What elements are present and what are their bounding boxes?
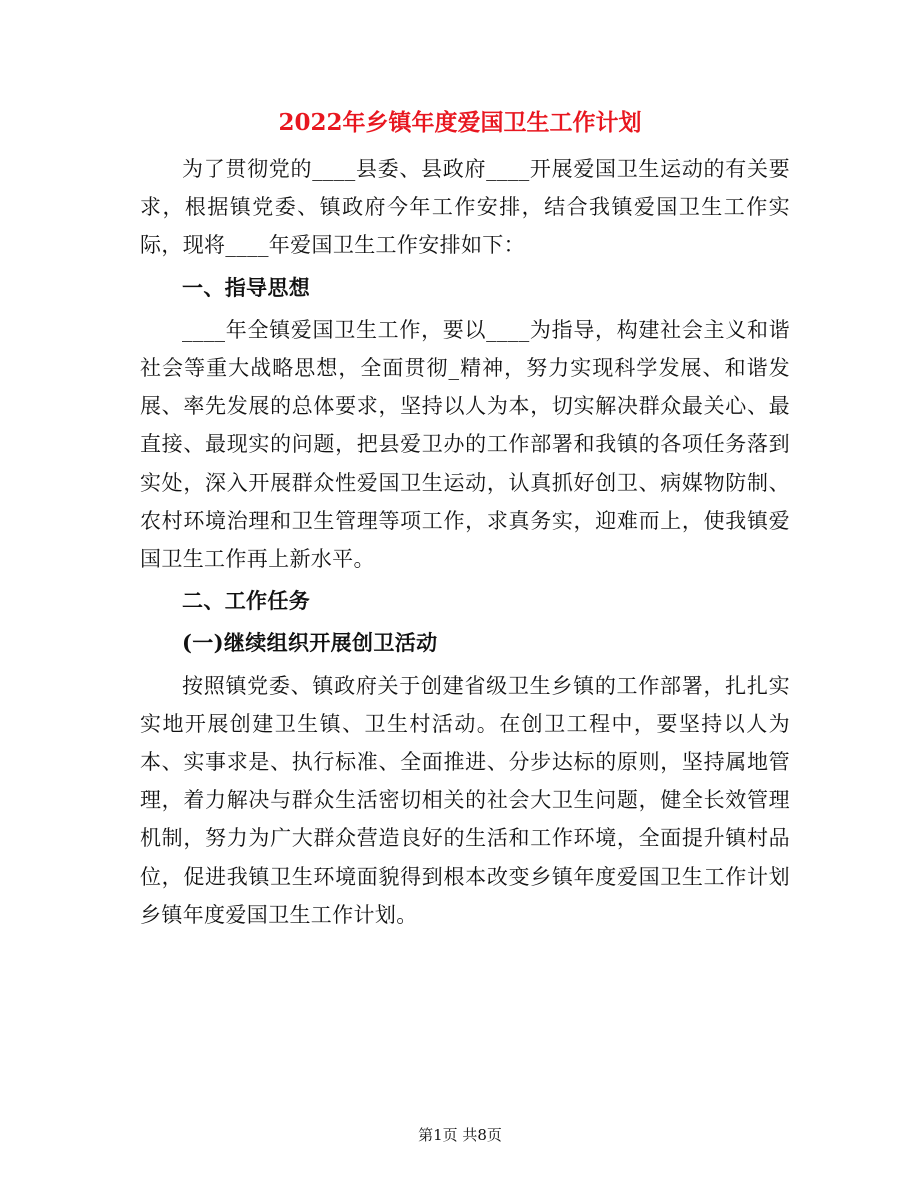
guiding-ideology-paragraph: ____年全镇爱国卫生工作，要以____为指导，构建社会主义和谐社会等重大战略思想，全面贯彻_精神，努力实现科学发展、和谐发展、率先发展的总体要求，坚持以人为本，切实解决群众最关心、最直接、最现实的问题，把县爱卫办的工作部署和我镇的各项任务落到实处，深入开展群众性爱国卫生运动，认真抓好创卫、病媒物防制、农村环境治理和卫生管理等项工作，求真务实，迎难而上，使我镇爱国卫生工作再上新水平。 [140, 317, 790, 572]
section-heading-guiding-ideology: 一、指导思想 [182, 274, 311, 300]
sanitation-campaign-paragraph: 按照镇党委、镇政府关于创建省级卫生乡镇的工作部署，扎扎实实地开展创建卫生镇、卫生村活动。在创卫工程中，要坚持以人为本、实事求是、执行标准、全面推进、分步达标的原则，坚持属地管理，着力解决与群众生活密切相关的社会大卫生问题，健全长效管理机制，努力为广大群众营造良好的生活和工作环境，全面提升镇村品位，促进我镇卫生环境面貌得到根本改变乡镇年度爱国卫生工作计划乡镇年度爱国卫生工作计划。 [140, 673, 790, 927]
page-number: 第1页 共8页 [418, 1126, 502, 1144]
document-title: 2022年乡镇年度爱国卫生工作计划 [278, 109, 642, 136]
section-heading-work-tasks: 二、工作任务 [182, 588, 311, 614]
document-body [140, 150, 790, 934]
intro-paragraph: 为了贯彻党的____县委、县政府____开展爱国卫生运动的有关要求，根据镇党委、镇政府今年工作安排，结合我镇爱国卫生工作实际，现将____年爱国卫生工作安排如下： [140, 157, 790, 258]
subsection-heading-sanitation-campaign: (一)继续组织开展创卫活动 [182, 630, 438, 656]
